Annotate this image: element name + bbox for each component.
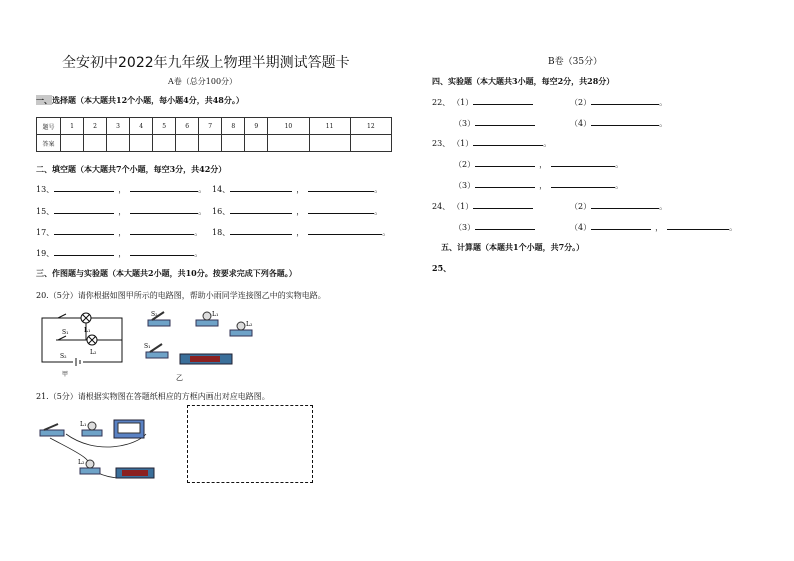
comma: ，	[118, 185, 127, 194]
fill-row-15	[36, 206, 206, 217]
q-number: 11	[309, 118, 350, 135]
blank[interactable]	[230, 206, 292, 214]
comma: ，	[118, 228, 127, 237]
section2-heading: 二、填空题（本大题共7个小题，每空3分，共42分）	[36, 164, 227, 174]
l2-label: L₂	[78, 459, 85, 466]
q16-label: 16、	[212, 207, 231, 216]
comma: ，	[118, 207, 127, 216]
period: 。	[374, 185, 383, 194]
fill-row-16	[212, 206, 382, 217]
comma: ，	[539, 160, 548, 169]
period: 。	[659, 119, 668, 128]
blank[interactable]	[308, 206, 374, 214]
answer-table-number-row	[37, 118, 392, 135]
period: 。	[615, 160, 624, 169]
q-number: 7	[199, 118, 222, 135]
blank[interactable]	[130, 248, 194, 256]
l1-label: L₁	[84, 327, 91, 334]
sub-label: （3）	[454, 223, 476, 232]
blank[interactable]	[475, 222, 535, 230]
period: 。	[194, 249, 203, 258]
fill-row-14	[212, 184, 382, 195]
q23-label: 23、	[432, 139, 451, 148]
l1-label: L₁	[212, 311, 219, 318]
sub-label: （4）	[570, 223, 592, 232]
blank[interactable]	[130, 184, 198, 192]
blank[interactable]	[54, 184, 114, 192]
q22-label: 22、	[432, 98, 451, 107]
l1-label: L₁	[80, 421, 87, 428]
q13-label: 13、	[36, 185, 55, 194]
blank[interactable]	[130, 206, 198, 214]
q17-label: 17、	[36, 228, 55, 237]
q22-row1	[432, 97, 533, 108]
blank[interactable]	[591, 97, 659, 105]
drawing-answer-box[interactable]	[187, 405, 313, 483]
q22-row2	[454, 118, 535, 129]
sub-label: （1）	[456, 98, 474, 107]
period: 。	[382, 228, 391, 237]
s1-label: S₁	[62, 329, 69, 336]
sub-label: （2）	[570, 98, 592, 107]
q23-row3	[454, 180, 623, 191]
blank[interactable]	[591, 118, 659, 126]
blank[interactable]	[551, 159, 615, 167]
answer-cell[interactable]	[107, 135, 130, 152]
answer-cell[interactable]	[176, 135, 199, 152]
q-number: 1	[61, 118, 84, 135]
answer-cell[interactable]	[350, 135, 391, 152]
blank[interactable]	[230, 184, 292, 192]
q18-label: 18、	[212, 228, 231, 237]
answer-table-answer-row	[37, 135, 392, 152]
answer-cell[interactable]	[245, 135, 268, 152]
blank[interactable]	[591, 201, 659, 209]
period: 。	[198, 185, 207, 194]
comma: ，	[296, 228, 305, 237]
section4-heading: 四、实验题（本大题共3小题，每空2分，共28分）	[432, 76, 615, 86]
q20-text: 20.（5分）请你根据如图甲所示的电路图，帮助小雨同学连接图乙中的实物电路。	[36, 291, 326, 300]
answer-cell[interactable]	[222, 135, 245, 152]
blank[interactable]	[230, 227, 292, 235]
row-label-a: 答案	[37, 135, 61, 152]
comma: ，	[539, 181, 548, 190]
part-b-label: B卷（35分）	[548, 57, 603, 67]
answer-cell[interactable]	[199, 135, 222, 152]
blank[interactable]	[54, 206, 114, 214]
blank[interactable]	[130, 227, 194, 235]
q-number: 4	[130, 118, 153, 135]
q25-label: 25、	[432, 263, 452, 273]
q15-label: 15、	[36, 207, 55, 216]
fill-row-19	[36, 248, 202, 259]
period: 。	[194, 228, 203, 237]
l2-label: L₂	[246, 321, 253, 328]
q14-label: 14、	[212, 185, 231, 194]
sub-label: （1）	[456, 139, 474, 148]
circuit-diagram-jia	[36, 306, 126, 378]
answer-cell[interactable]	[309, 135, 350, 152]
blank[interactable]	[475, 180, 535, 188]
fig-jia-label: 甲	[62, 371, 69, 378]
q19-label: 19、	[36, 249, 55, 258]
fill-row-13	[36, 184, 206, 195]
battery-component	[116, 468, 154, 478]
switch-s1-icon	[58, 336, 66, 340]
q-number: 3	[107, 118, 130, 135]
s1-label: S₁	[144, 343, 151, 350]
q-number: 5	[153, 118, 176, 135]
sub-label: （2）	[454, 160, 476, 169]
section1-heading-text: 选择题（本大题共12个小题，每小题4分，共48分。）	[52, 95, 244, 105]
fill-row-18	[212, 227, 390, 238]
comma: ，	[296, 207, 305, 216]
comma: ，	[118, 249, 127, 258]
blank[interactable]	[473, 97, 533, 105]
comma: ，	[655, 223, 664, 232]
period: 。	[729, 223, 738, 232]
physical-components-yi	[144, 308, 264, 384]
q21-text: 21.（5分）请根据实物图在答题纸相应的方框内画出对应电路图。	[36, 392, 270, 401]
sub-label: （1）	[456, 202, 474, 211]
answer-cell[interactable]	[153, 135, 176, 152]
q-number: 6	[176, 118, 199, 135]
q-number: 12	[350, 118, 391, 135]
blank[interactable]	[54, 248, 114, 256]
sub-label: （3）	[454, 119, 476, 128]
blank[interactable]	[551, 180, 615, 188]
answer-cell[interactable]	[130, 135, 153, 152]
q23-row1	[432, 138, 551, 149]
part-a-label: A卷（总分100分）	[168, 77, 238, 86]
blank[interactable]	[308, 184, 374, 192]
blank[interactable]	[667, 222, 729, 230]
q-number: 9	[245, 118, 268, 135]
q24-label: 24、	[432, 202, 451, 211]
s2-label: S₂	[151, 311, 158, 318]
blank[interactable]	[475, 118, 535, 126]
answer-table	[36, 117, 392, 152]
q24-row1b	[570, 201, 667, 212]
period: 。	[543, 139, 552, 148]
row-label-q: 题号	[37, 118, 61, 135]
fill-row-17	[36, 227, 202, 238]
blank[interactable]	[473, 138, 543, 146]
battery-component	[180, 354, 232, 364]
section1-heading	[36, 95, 244, 106]
q23-row2	[454, 159, 623, 170]
sub-label: （3）	[454, 181, 476, 190]
switch-s2-icon	[58, 314, 66, 318]
q22-row1b	[570, 97, 667, 108]
period: 。	[659, 202, 668, 211]
l2-label: L₂	[90, 349, 97, 356]
comma: ，	[296, 185, 305, 194]
physical-circuit-q21	[36, 416, 166, 488]
q-number: 10	[268, 118, 309, 135]
q24-row1	[432, 201, 533, 212]
q22-row2b	[570, 118, 667, 129]
q24-row2b	[570, 222, 737, 233]
sub-label: （4）	[570, 119, 592, 128]
ammeter-component	[114, 420, 144, 438]
period: 。	[374, 207, 383, 216]
blank[interactable]	[473, 201, 533, 209]
switch-component	[40, 424, 64, 436]
section5-heading: 五、计算题（本题共1个小题，共7分。）	[441, 242, 585, 252]
section3-heading: 三、作图题与实验题（本大题共2小题，共10分。按要求完成下列各题。）	[36, 268, 297, 278]
period: 。	[198, 207, 207, 216]
answer-cell[interactable]	[84, 135, 107, 152]
fig-yi-label: 乙	[176, 374, 183, 382]
blank[interactable]	[591, 222, 651, 230]
blank[interactable]	[54, 227, 114, 235]
section1-number: 一、	[36, 95, 52, 105]
answer-cell[interactable]	[61, 135, 84, 152]
q-number: 8	[222, 118, 245, 135]
q24-row2	[454, 222, 535, 233]
sub-label: （2）	[570, 202, 592, 211]
blank[interactable]	[308, 227, 382, 235]
s2-label: S₂	[60, 353, 67, 360]
period: 。	[615, 181, 624, 190]
paper-title: 全安初中2022年九年级上物理半期测试答题卡	[62, 55, 350, 71]
blank[interactable]	[475, 159, 535, 167]
q-number: 2	[84, 118, 107, 135]
period: 。	[659, 98, 668, 107]
answer-cell[interactable]	[268, 135, 309, 152]
